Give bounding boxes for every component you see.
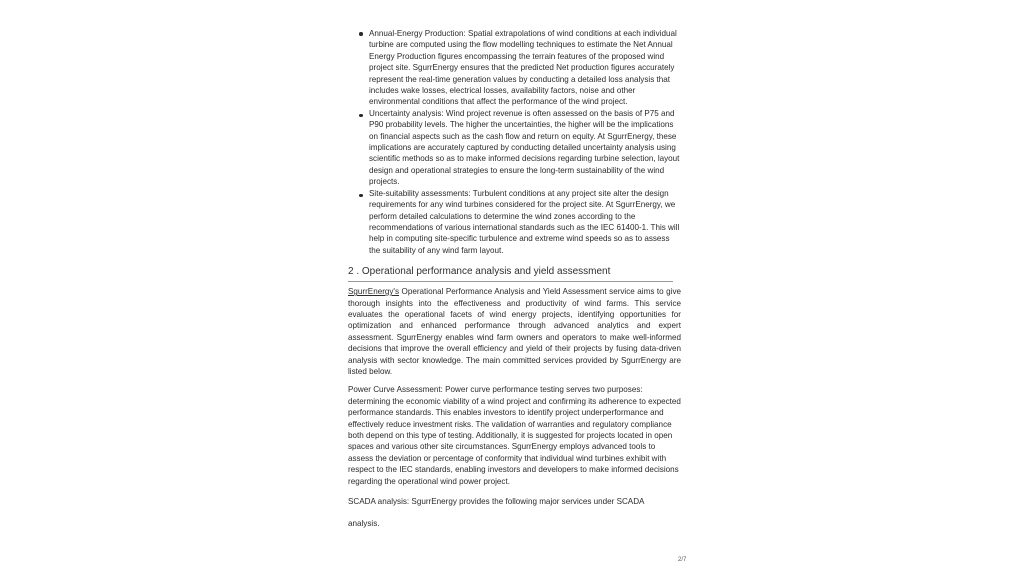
bullet-text-annual-energy-production: Annual-Energy Production: Spatial extrapolations of wind conditions at each individual turbine are computed using the flow modelling techniques to estimate the Net Annual Energy Production figures encompassing the terrain features of the proposed wind project site. SgurrEnergy ensures that the predicted Net production figures accurately represent the real-time generation values by conducting a detailed loss analysis that includes wake losses, electrical losses, availability factors, noise and other environmental conditions that affect the performance of the wind project. [369, 29, 677, 107]
company-link[interactable]: SgurrEnergy's [348, 287, 400, 297]
services-bullet-list [348, 28, 681, 256]
power-curve-paragraph: Power Curve Assessment: Power curve performance testing serves two purposes: determining the economic viability of a wind project and confirming its adherence to expected performance standards. This enables investors to identify project underperformance and effectively reduce investment risks. The validation of warranties and regulatory compliance both depend on this type of testing. Additionally, it is suggested for projects located in open spaces and various other site circumstances. SgurrEnergy employs advanced tools to assess the deviation or percentage of conformity that individual wind turbines exhibit with respect to the IEC standards, enabling investors and developers to make informed decisions regarding the operational wind power project. [348, 385, 681, 486]
bullet-text-site-suitability: Site-suitability assessments: Turbulent conditions at any project site alter the design requirements for any wind turbines considered for the project site. At SgurrEnergy, we perform detailed calculations to determine the wind zones according to the recommendations of various international standards such as the IEC 61400-1. This will help in computing site-specific turbulence and extreme wind speeds so as to assess the suitability of any wind farm layout. [369, 188, 680, 255]
section-heading: 2 . Operational performance analysis and yield assessment [348, 265, 673, 282]
intro-paragraph-text: Operational Performance Analysis and Yield Assessment service aims to give thorough insights into the effectiveness and productivity of wind farms. This service evaluates the operational facets of wind energy projects, identifying opportunities for optimization and enhanced performance through advanced analytics and expert assessment. SgurrEnergy enables wind farm owners and operators to make well-informed decisions that improve the overall efficiency and yield of their projects by fusing data-driven analysis with sector knowledge. The main committed services provided by SgurrEnergy are listed below. [348, 287, 681, 376]
bullet-text-uncertainty-analysis: Uncertainty analysis: Wind project revenue is often assessed on the basis of P75 and P90 probability levels. The higher the uncertainties, the higher will be the implications on financial aspects such as the cash flow and return on equity. At SgurrEnergy, these implications are accurately captured by conducting detailed uncertainty analysis using scientific methods so as to make informed decisions regarding turbine selection, layout design and operational strategies to ensure the long-term sustainability of the wind projects. [369, 108, 680, 187]
document-page [348, 28, 681, 530]
scada-paragraph: SCADA analysis: SgurrEnergy provides the following major services under SCADA [348, 497, 645, 507]
scada-paragraph-continued: analysis. [348, 519, 380, 529]
list-item [348, 28, 681, 108]
intro-paragraph [348, 286, 681, 377]
list-item [348, 108, 681, 188]
page-number: 2/7 [678, 557, 687, 563]
list-item [348, 188, 681, 256]
